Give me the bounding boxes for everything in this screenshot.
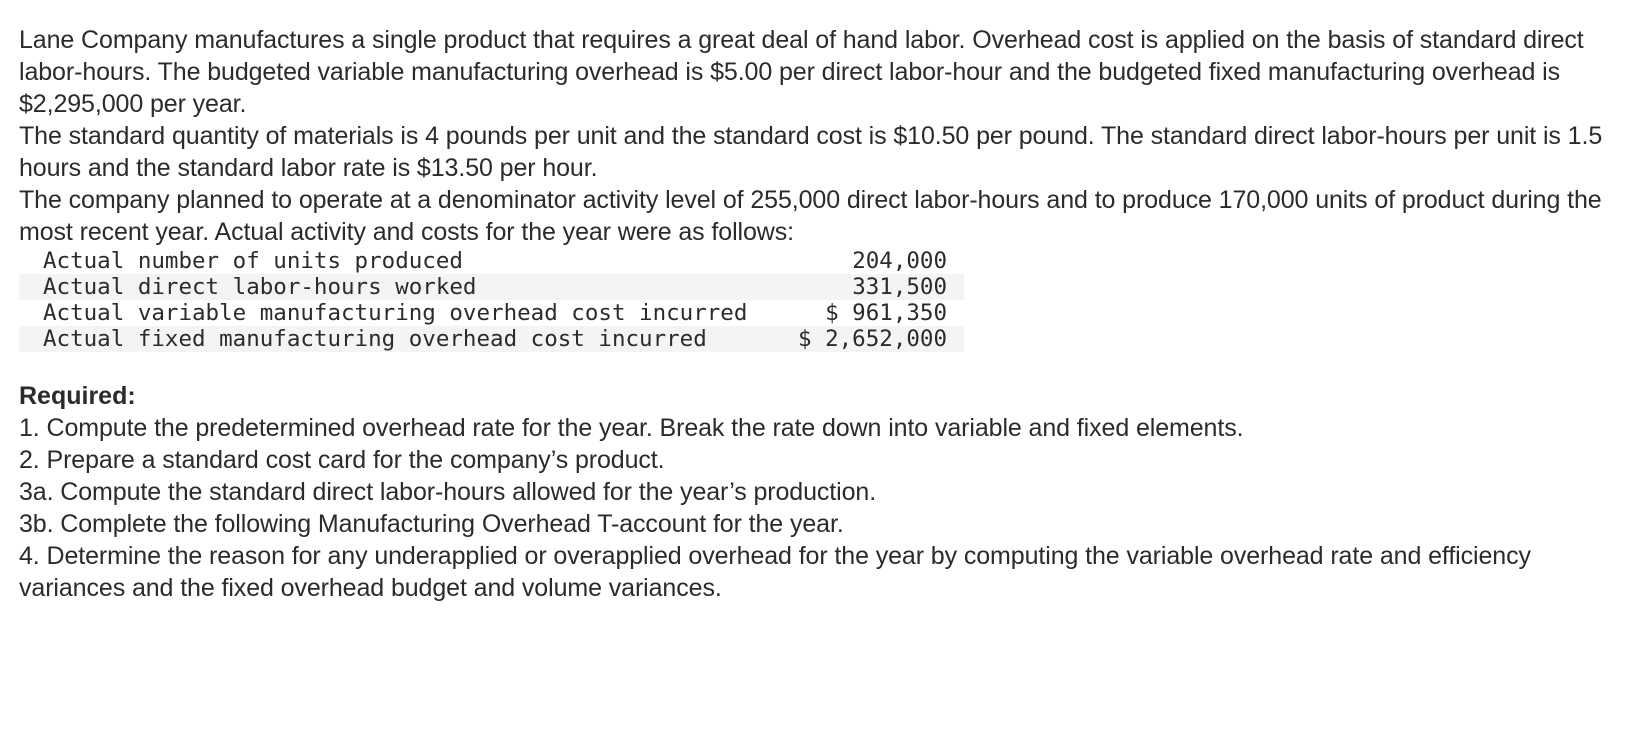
- requirements-list: [19, 412, 1629, 604]
- table-row: [19, 274, 964, 300]
- row-label: Actual variable manufacturing overhead cost incurred: [43, 300, 748, 326]
- table-row: [19, 248, 964, 274]
- intro-paragraph: Lane Company manufactures a single product that requires a great deal of hand labor. Overhead cost is applied on the basis of standard direct labor-hours. The budgeted variable manufacturing overhead is $5.00 per direct labor-hour and the budgeted fixed manufacturing overhead is $2,295,000 per year.: [19, 26, 1584, 118]
- list-item: 3b. Complete the following Manufacturing Overhead T-account for the year.: [19, 510, 844, 538]
- problem-content: [19, 24, 1629, 604]
- activity-paragraph: The company planned to operate at a denominator activity level of 255,000 direct labor-hours and to produce 170,000 units of product during the most recent year. Actual activity and costs for the year were as follows:: [19, 186, 1602, 246]
- row-label: Actual direct labor-hours worked: [19, 274, 798, 300]
- row-value: $ 2,652,000: [798, 326, 964, 352]
- required-heading: Required:: [19, 382, 136, 410]
- list-item: 1. Compute the predetermined overhead rate for the year. Break the rate down into variable and fixed elements.: [19, 414, 1244, 442]
- row-label: Actual number of units produced: [43, 248, 463, 274]
- row-value: 331,500: [798, 274, 964, 300]
- table-row: [19, 326, 964, 352]
- row-value: 204,000: [852, 248, 948, 274]
- list-item: 3a. Compute the standard direct labor-hours allowed for the year’s production.: [19, 478, 877, 506]
- list-item: 2. Prepare a standard cost card for the company’s product.: [19, 446, 665, 474]
- standards-paragraph: The standard quantity of materials is 4 pounds per unit and the standard cost is $10.50 per pound. The standard direct labor-hours per unit is 1.5 hours and the standard labor rate is $13.50 per hour.: [19, 122, 1603, 182]
- row-label: Actual fixed manufacturing overhead cost incurred: [19, 326, 798, 352]
- actual-activity-table: [19, 248, 964, 352]
- list-item: 4. Determine the reason for any underapplied or overapplied overhead for the year by computing the variable overhead rate and efficiency variances and the fixed overhead budget and volume variances.: [19, 542, 1531, 602]
- row-value: $ 961,350: [825, 300, 948, 326]
- table-row: [19, 300, 964, 326]
